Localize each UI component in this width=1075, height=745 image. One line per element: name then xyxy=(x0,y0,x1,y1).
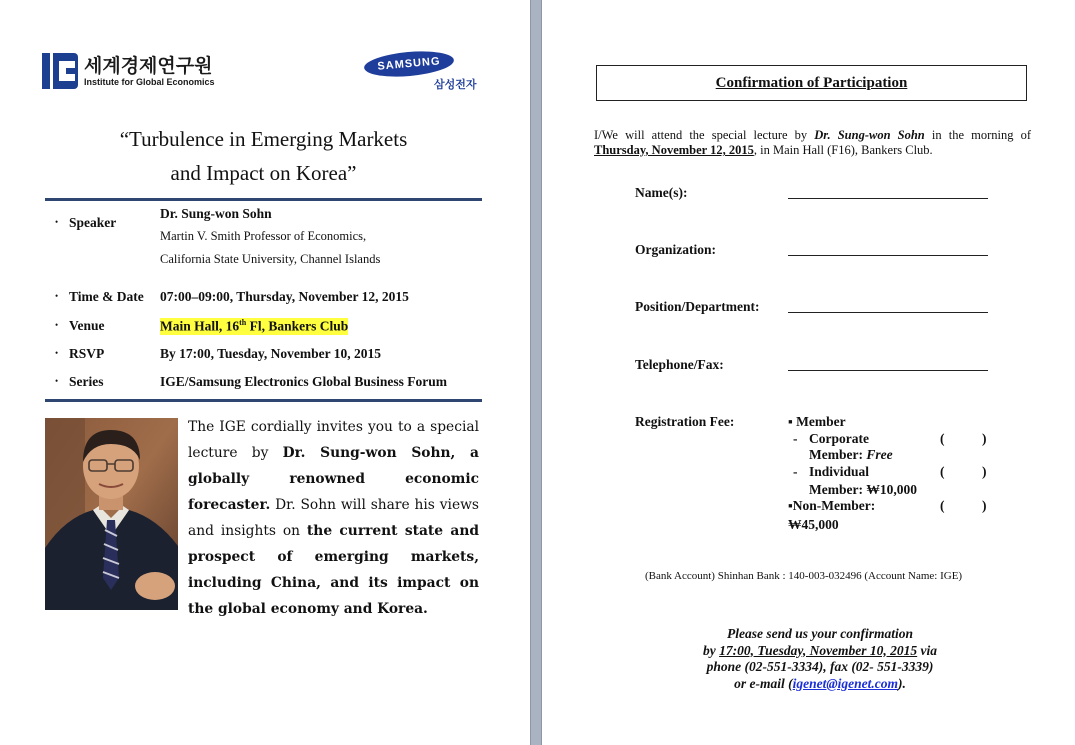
bullet-icon: • xyxy=(55,291,59,301)
name-field[interactable] xyxy=(788,198,988,199)
individual-member-label: Individual xyxy=(809,464,870,479)
ige-logo xyxy=(42,53,215,89)
member-heading: ▪ Member xyxy=(788,414,846,429)
organization-field[interactable] xyxy=(788,255,988,256)
bullet-icon: • xyxy=(55,376,59,386)
speaker-photo xyxy=(45,418,178,610)
samsung-logo xyxy=(364,52,482,92)
divider-top xyxy=(45,198,482,201)
page-gutter xyxy=(530,0,542,745)
bullet-icon: • xyxy=(55,348,59,358)
ige-logo-english: Institute for Global Economics xyxy=(84,76,215,87)
samsung-logo-korean: 삼성전자 xyxy=(434,78,477,91)
confirmation-instructions: Please send us your confirmation by 17:00, Tuesday, November 10, 2015 via phone (02-551-3334), fax (02- 551-3339) or e-mail (igenet@igenet.com). xyxy=(702,626,938,691)
corporate-member-label: Corporate xyxy=(809,431,869,446)
email-link[interactable]: igenet@igenet.com xyxy=(792,675,898,691)
position-field[interactable] xyxy=(788,312,988,313)
individual-checkbox-close[interactable]: ) xyxy=(982,464,987,479)
left-page xyxy=(0,0,530,745)
registration-fee-label: Registration Fee: xyxy=(635,414,735,429)
venue-value: Main Hall, 16th Fl, Bankers Club xyxy=(160,318,349,334)
non-member-checkbox-open[interactable]: ( xyxy=(940,498,945,513)
corporate-checkbox-close[interactable]: ) xyxy=(982,431,987,446)
lecture-title: “Turbulence in Emerging Markets and Impact on Korea” xyxy=(119,127,408,185)
individual-checkbox-open[interactable]: ( xyxy=(940,464,945,479)
corporate-checkbox-open[interactable]: ( xyxy=(940,431,945,446)
invitation-text: The IGE cordially invites you to a special lecture by Dr. Sung-won Sohn, a globally renowned economic forecaster. Dr. Sohn will share his views and insights on the current state and prospect of emerging markets, including China, and its impact on the global economy and Korea. xyxy=(188,419,479,617)
confirmation-title: Confirmation of Participation xyxy=(596,65,1027,101)
speaker-name: Dr. Sung-won Sohn xyxy=(160,206,272,221)
bank-account: (Bank Account) Shinhan Bank : 140-003-032496 (Account Name: IGE) xyxy=(645,570,963,582)
bullet-icon: • xyxy=(55,217,59,227)
non-member-checkbox-close[interactable]: ) xyxy=(982,498,987,513)
telephone-label: Telephone/Fax: xyxy=(635,357,724,372)
ige-logo-icon xyxy=(42,53,78,89)
position-label: Position/Department: xyxy=(635,299,760,314)
samsung-logo-icon: SAMSUNG xyxy=(363,48,455,80)
divider-bottom xyxy=(45,399,482,402)
telephone-field[interactable] xyxy=(788,370,988,371)
non-member-label: ▪Non-Member: xyxy=(788,498,876,513)
ige-logo-korean: 세계경제연구원 xyxy=(84,54,213,77)
bullet-icon: • xyxy=(55,320,59,330)
attendance-statement: I/We will attend the special lecture by Dr. Sung-won Sohn in the morning of Thursday, November 12, 2015, in Main Hall (F16), Bankers Club. xyxy=(594,128,1032,157)
name-label: Name(s): xyxy=(635,185,688,200)
organization-label: Organization: xyxy=(635,242,716,257)
